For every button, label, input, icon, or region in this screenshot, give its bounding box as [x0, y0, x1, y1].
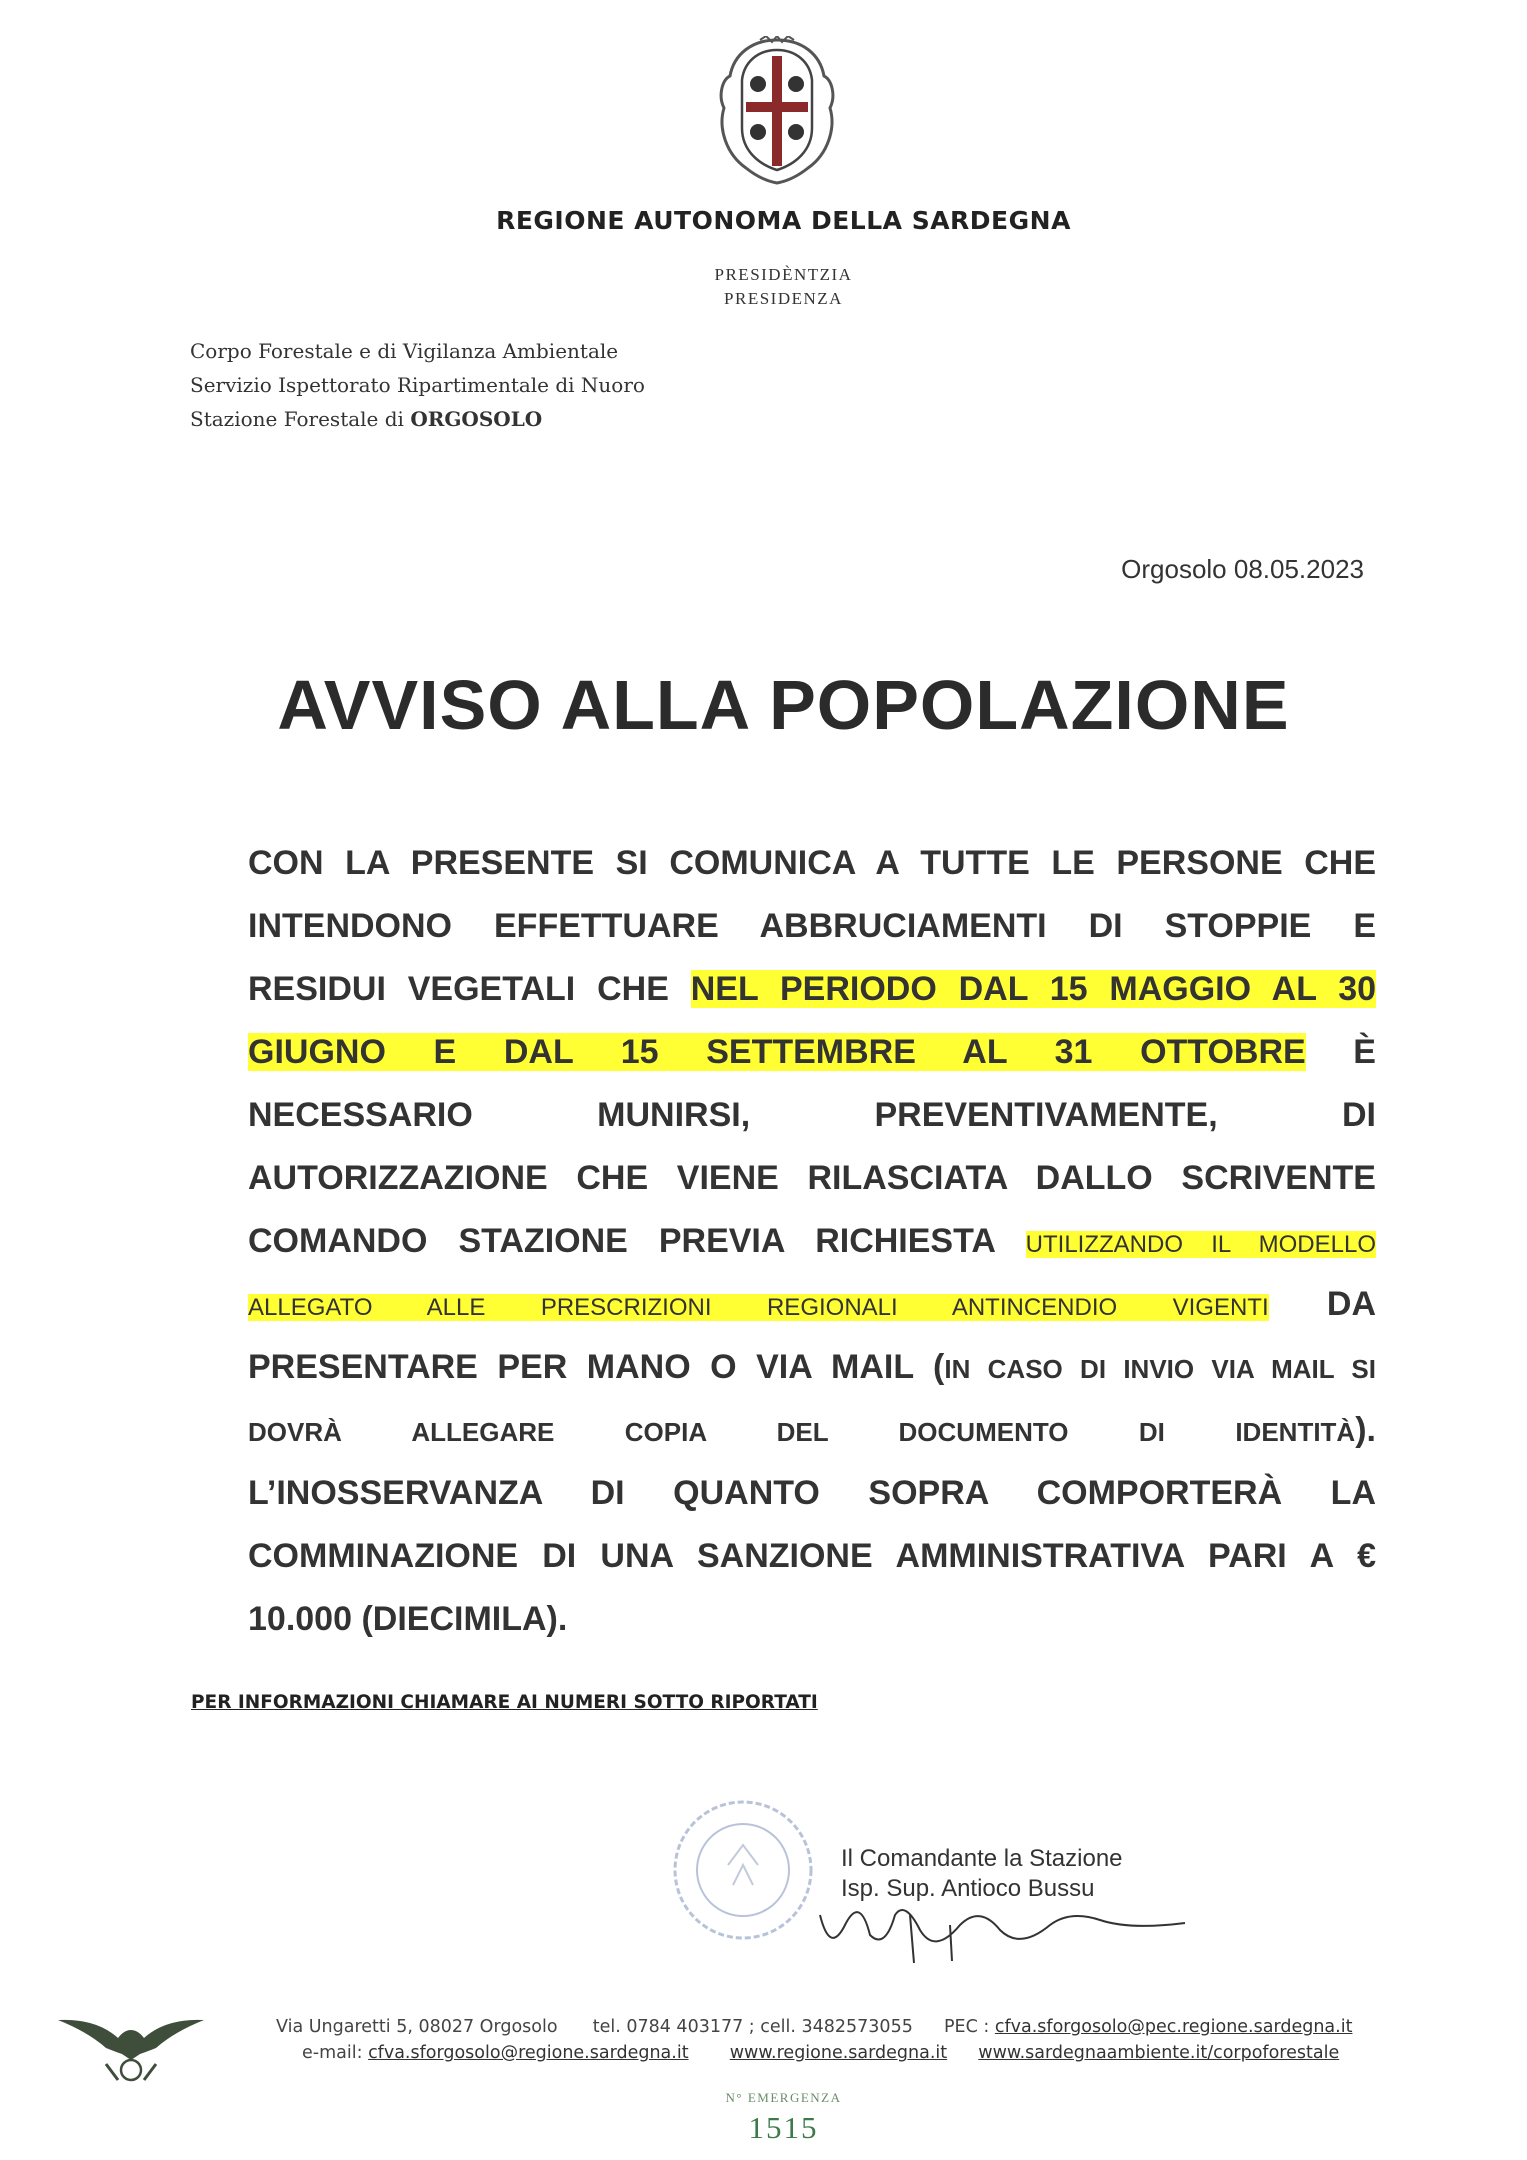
footer-line-2: e-mail: cfva.sforgosolo@regione.sardegna.it www.regione.sardegna.it www.sardegnaambiente.it/corpoforestale	[302, 2043, 1340, 2063]
footer-site-regione-link[interactable]: www.regione.sardegna.it	[729, 2043, 948, 2063]
body-line: GIUGNO E DAL 15 SETTEMBRE AL 31 OTTOBRE È	[248, 1033, 1376, 1071]
highlight-period: NEL PERIODO	[690, 970, 937, 1008]
presidency-italian: PRESIDENZA	[724, 289, 843, 308]
handwritten-signature-icon	[810, 1895, 1190, 1965]
info-note: PER INFORMAZIONI CHIAMARE AI NUMERI SOTTO RIPORTATI	[191, 1692, 818, 1713]
body-line: NECESSARIO MUNIRSI, PREVENTIVAMENTE, DI	[248, 1096, 1376, 1134]
servizio-line: Servizio Ispettorato Ripartimentale di Nuoro	[190, 373, 645, 397]
presidency-sardinian: PRESIDÈNTZIA	[714, 265, 853, 284]
footer-line-1: Via Ungaretti 5, 08027 Orgosolo tel. 0784 403177 ; cell. 3482573055 PEC : cfva.sforgosolo@pec.regione.sardegna.it	[276, 2017, 1353, 2037]
sardinia-coat-of-arms-icon	[712, 36, 842, 186]
region-title: REGIONE AUTONOMA DELLA SARDEGNA	[496, 206, 1071, 235]
body-line: CON LA PRESENTE SI COMUNICA A TUTTE LE PERSONE CHE	[248, 844, 1376, 882]
notice-title: AVVISO ALLA POPOLAZIONE	[277, 666, 1290, 744]
footer-email-link[interactable]: cfva.sforgosolo@regione.sardegna.it	[368, 2043, 689, 2063]
highlight-prescrizioni: ALLEGATO ALLE PRESCRIZIONI REGIONALI ANTINCENDIO VIGENTI	[248, 1294, 1269, 1321]
body-line: 10.000 (DIECIMILA).	[248, 1600, 568, 1638]
body-line: PRESENTARE PER MANO O VIA MAIL (IN CASO DI INVIO VIA MAIL SI	[248, 1348, 1376, 1386]
footer-site-ambiente-link[interactable]: www.sardegnaambiente.it/corpoforestale	[978, 2043, 1340, 2063]
highlight-dates-2: GIUGNO E DAL 15 SETTEMBRE AL 31 OTTOBRE	[248, 1033, 1306, 1071]
notice-body	[248, 832, 1376, 1651]
highlight-dates: DAL 15 MAGGIO AL 30	[936, 970, 1377, 1008]
station-stamp-icon	[668, 1795, 818, 1945]
body-line: AUTORIZZAZIONE CHE VIENE RILASCIATA DALLO SCRIVENTE	[248, 1159, 1376, 1197]
signatory-name: Isp. Sup. Antioco Bussu	[841, 1875, 1095, 1902]
signatory-role: Il Comandante la Stazione	[841, 1845, 1123, 1872]
body-line: COMANDO STAZIONE PREVIA RICHIESTA UTILIZZANDO IL MODELLO	[248, 1222, 1376, 1260]
footer-address: Via Ungaretti 5, 08027 Orgosolo	[276, 2017, 558, 2037]
corpo-forestale-block	[190, 334, 645, 436]
document-date: Orgosolo 08.05.2023	[1121, 554, 1364, 584]
body-line: DOVRÀ ALLEGARE COPIA DEL DOCUMENTO DI IDENTITÀ).	[248, 1411, 1376, 1449]
corpo-forestale-eagle-icon	[56, 2008, 206, 2088]
highlight-modello: UTILIZZANDO IL MODELLO	[1025, 1231, 1376, 1258]
corpo-line: Corpo Forestale e di Vigilanza Ambientale	[190, 339, 619, 363]
emergency-label: N° EMERGENZA	[725, 2090, 842, 2105]
stazione-town: ORGOSOLO	[410, 407, 543, 431]
emergency-number: 1515	[748, 2110, 819, 2145]
stazione-line: Stazione Forestale di ORGOSOLO	[190, 407, 543, 431]
body-line: COMMINAZIONE DI UNA SANZIONE AMMINISTRATIVA PARI A €	[248, 1537, 1376, 1575]
body-line: INTENDONO EFFETTUARE ABBRUCIAMENTI DI STOPPIE E	[248, 907, 1376, 945]
body-line: RESIDUI VEGETALI CHE NEL PERIODO DAL 15 MAGGIO AL 30	[248, 970, 1377, 1008]
body-line: ALLEGATO ALLE PRESCRIZIONI REGIONALI ANTINCENDIO VIGENTI DA	[248, 1285, 1376, 1323]
footer-phone: tel. 0784 403177 ; cell. 3482573055	[592, 2017, 913, 2037]
body-line: L’INOSSERVANZA DI QUANTO SOPRA COMPORTERÀ LA	[248, 1474, 1376, 1512]
footer-pec-link[interactable]: cfva.sforgosolo@pec.regione.sardegna.it	[994, 2017, 1353, 2037]
